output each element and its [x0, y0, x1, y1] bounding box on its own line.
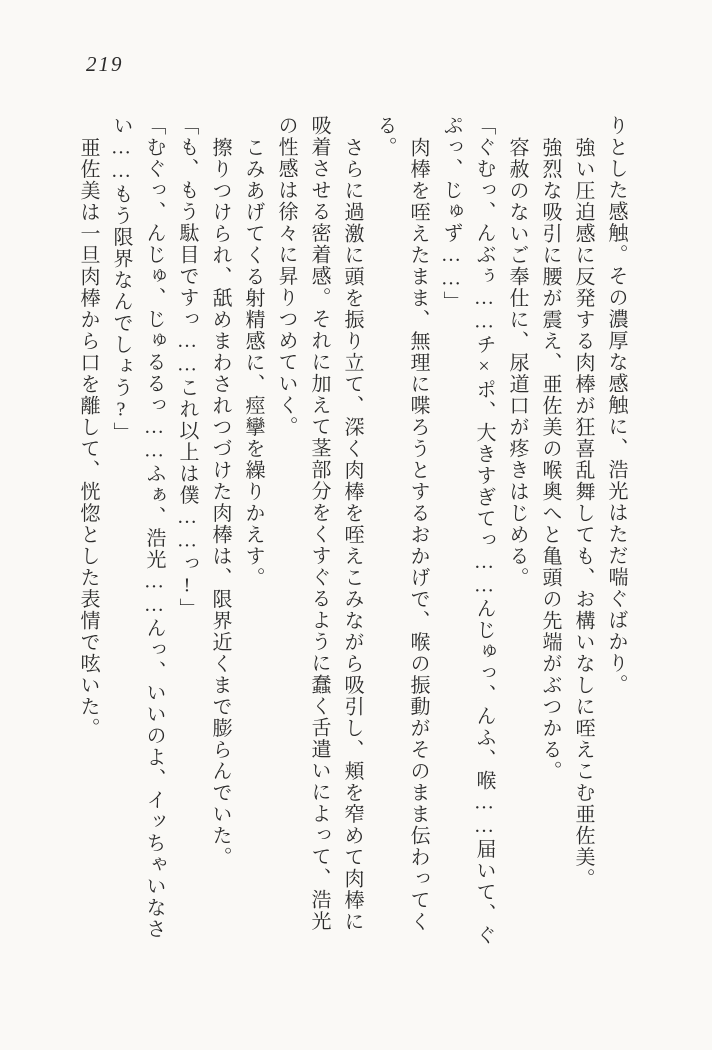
page-number: 219: [86, 52, 124, 76]
text-line-11: の性感は徐々に昇りつめていく。: [275, 115, 297, 438]
text-line-7: 肉棒を咥えたまま、無理に喋ろうとするおかげで、喉の振動がそのまま伝わってく: [407, 136, 429, 932]
text-line-17: 亜佐美は一旦肉棒から口を離して、恍惚とした表情で呟いた。: [77, 136, 99, 739]
text-line-13: 擦りつけられ、舐めまわされつづけた肉棒は、限界近くまで膨らんでいた。: [209, 136, 231, 868]
text-line-3: 強烈な吸引に腰が震え、亜佐美の喉奥へと亀頭の先端がぶつかる。: [539, 136, 561, 782]
text-columns: [71, 115, 632, 1000]
text-line-4: 容赦のないご奉仕に、尿道口が疼きはじめる。: [506, 136, 528, 588]
text-line-9: さらに過激に頭を振り立て、深く肉棒を咥えこみながら吸引し、頬を窄めて肉棒に: [341, 136, 363, 932]
text-line-10: 吸着させる密着感。それに加えて茎部分をくすぐるように蠢く舌遣いによって、浩光: [308, 115, 330, 932]
text-line-12: こみあげてくる射精感に、痙攣を繰りかえす。: [242, 136, 264, 588]
text-line-1: りとした感触。その濃厚な感触に、浩光はただ喘ぐばかり。: [605, 115, 627, 696]
text-line-16: い……もう限界なんでしょう?」: [110, 115, 132, 444]
text-line-6: ぷっ、じゅず……」: [440, 115, 462, 313]
text-line-14: 「も、もう駄目ですっ……これ以上は僕……っ!」: [176, 115, 198, 620]
text-line-2: 強い圧迫感に反発する肉棒が狂喜乱舞しても、お構いなしに咥えこむ亜佐美。: [572, 136, 594, 889]
text-line-15: 「むぐっ、んじゅ、じゅるるっ……ふぁ、浩光……んっ、いいのよ、イッちゃいなさ: [143, 115, 165, 940]
text-line-5: 「ぐむっ、んぶぅ……チ×ポ、大きすぎてっ……んじゅっ、んふ、喉……届いて、ぐ: [473, 115, 495, 946]
text-line-8: る。: [374, 115, 396, 158]
